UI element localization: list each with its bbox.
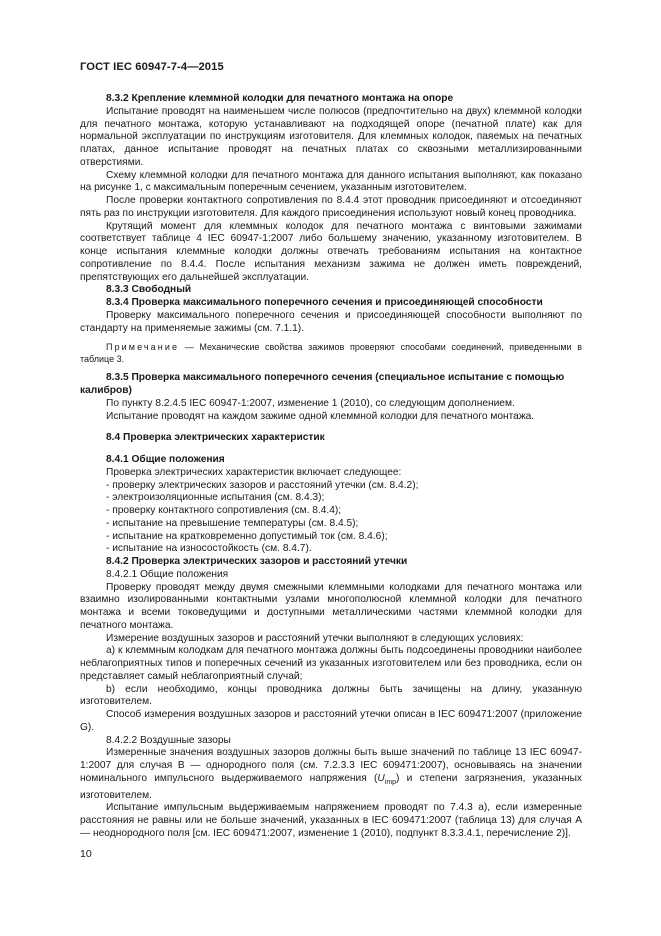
paragraph: Проверка электрических характеристик включает следующее: — [106, 466, 402, 478]
section-8-4-1-heading: 8.4.1 Общие положения — [106, 454, 225, 465]
section-8-3-5-heading: 8.3.5 Проверка максимального поперечного сечения (специальное испытание с помощью калибров) — [80, 372, 565, 396]
list-item: - проверку электрических зазоров и расстояний утечки (см. 8.4.2); — [106, 479, 419, 491]
note-label: Примечание — [106, 342, 180, 353]
text-fragment: Измеренные значения воздушных зазоров должны быть выше значений по таблице 13 IEC 60947-1:2007 для случая В — однородного поля (см. 7.2.3.3 IEC 609471:2007), основываясь на значении номинального импульсного выдерживаемого напряжения ( — [80, 747, 582, 784]
paragraph: Испытание проводят на наименьшем числе полюсов (предпочтительно на двух) клеммной колодки для печатного монтажа, которую устанавливают на подходящей опоре (печатной плате) как для нормальной эксплуатации по инструкциям изготовителя. Для клеммных колодок, паяемых на печатных платах, данное испытание проводят на печатных платах со сквозными металлизированными отверстиями. — [80, 105, 582, 168]
paragraph: Схему клеммной колодки для печатного монтажа для данного испытания выполняют, как показано на рисунке 1, с максимальным поперечным сечением, указанным изготовителем. — [80, 169, 582, 194]
paragraph: Измерение воздушных зазоров и расстояний утечки выполняют в следующих условиях: — [106, 632, 524, 644]
paragraph: Испытание проводят на каждом зажиме одной клеммной колодки для печатного монтажа. — [106, 410, 535, 422]
document-header: ГОСТ IEC 60947-7-4—2015 — [80, 61, 224, 73]
paragraph: Проверку проводят между двумя смежными клеммными колодками для печатного монтажа или взаимно изолированными контактными узлами многополюсной клеммной колодки для печатного монтажа и всеми токоведущими и доступными металлическими частями клеммной колодки для печатного монтажа. — [80, 581, 582, 631]
paragraph: После проверки контактного сопротивления по 8.4.4 этот проводник присоединяют и отсоединяют пять раз по инструкции изготовителя. Для каждого присоединения используют новый конец проводника. — [80, 195, 582, 219]
paragraph: Проверку максимального поперечного сечения и присоединяющей способности выполняют по стандарту на применяемые зажимы (см. 7.1.1). — [80, 309, 582, 334]
section-8-3-3-heading: 8.3.3 Свободный — [106, 284, 192, 296]
voltage-subscript: imp — [384, 778, 397, 786]
subsection-8-4-2-1-heading: 8.4.2.1 Общие положения — [106, 568, 229, 580]
list-item: - испытание на износостойкость (см. 8.4.7). — [106, 543, 312, 555]
note — [80, 342, 582, 365]
section-8-3-4-heading: 8.3.4 Проверка максимального поперечного сечения и присоединяющей способности — [106, 297, 543, 308]
list-item: - испытание на кратковременно допустимый ток (см. 8.4.6); — [106, 530, 388, 542]
note-text: — Механические свойства зажимов проверяют способами соединений, приведенными в таблице 3. — [80, 342, 582, 364]
list-item: - проверку контактного сопротивления (см. 8.4.4); — [106, 505, 342, 516]
section-8-4-heading: 8.4 Проверка электрических характеристик — [106, 432, 325, 444]
paragraph: b) если необходимо, концы проводника должны быть зачищены на длину, указанную изготовителем. — [80, 683, 582, 708]
voltage-symbol: U — [377, 772, 385, 784]
page-number: 10 — [80, 848, 92, 860]
section-8-3-2-heading: 8.3.2 Крепление клеммной колодки для печатного монтажа на опоре — [106, 93, 454, 104]
paragraph: По пункту 8.2.4.5 IEC 60947-1:2007, изменение 1 (2010), со следующим дополнением. — [106, 397, 515, 409]
paragraph: Способ измерения воздушных зазоров и расстояний утечки описан в IEC 609471:2007 (приложение G). — [80, 709, 582, 733]
text-fragment: ) и степени загрязнения, указанных изготовителем. — [80, 772, 583, 801]
paragraph: Испытание импульсным выдерживаемым напряжением проводят по 7.4.3 а), если измеренные расстояния не равны или не больше значений, указанных в IEC 609471:2007 (таблица 13) для случая А — неоднородного поля [см. IEC 609471:2007, изменение 1 (2010), подпункт 8.3.3.4.1, перечисление 2)]. — [80, 802, 582, 839]
paragraph: Крутящий момент для клеммных колодок для печатного монтажа с винтовыми зажимами соответствует таблице 4 IEC 60947-1:2007 либо большему значению, указанному изготовителем. В конце испытания клеммные колодки должны отвечать требованиям испытания на контактное сопротивление по 8.4.4. После испытания механизм зажима не должен иметь повреждений, препятствующих его дальнейшей эксплуатации. — [80, 220, 582, 283]
paragraph — [80, 747, 582, 802]
list-item: - электроизоляционные испытания (см. 8.4.3); — [106, 492, 325, 504]
subsection-8-4-2-2-heading: 8.4.2.2 Воздушные зазоры — [106, 734, 231, 746]
paragraph: а) к клеммным колодкам для печатного монтажа должны быть подсоединены проводники наиболее неблагоприятных типов и поперечных сечений из указанных изготовителем или без проводника, если он представляет самый неблагоприятный случай; — [80, 645, 582, 682]
document-body — [80, 93, 582, 841]
list-item: - испытание на превышение температуры (см. 8.4.5); — [106, 517, 359, 529]
section-8-4-2-heading: 8.4.2 Проверка электрических зазоров и расстояний утечки — [106, 556, 408, 567]
